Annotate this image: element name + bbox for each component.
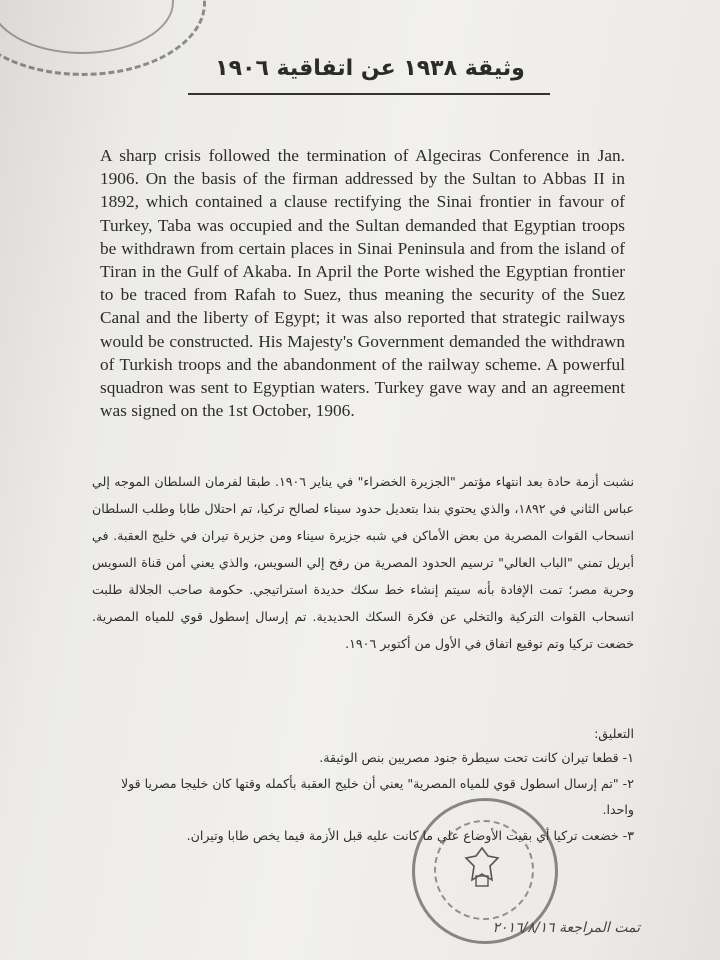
comment-section: [92, 726, 634, 849]
comment-heading: التعليق:: [594, 726, 634, 741]
handwritten-signature: تمت المراجعة ٢٠١٦/٨/١٦: [492, 920, 640, 936]
comment-item: ١- قطعا تيران كانت تحت سيطرة جنود مصريين بنص الوثيقة.: [319, 750, 634, 765]
comment-item: ٢- "تم إرسال اسطول قوي للمياه المصرية" يعني أن خليج العقبة بأكمله وقتها كان خليجا مصريا قولا واحدا.: [120, 776, 634, 817]
arabic-translation-paragraph: نشبت أزمة حادة بعد انتهاء مؤتمر "الجزيرة الخضراء" في يناير ١٩٠٦. طبقا لفرمان السلطان الموجه إلي عباس الثاني في ١٨٩٢، والذي يحتوي بندا بتعديل حدود سيناء لصالح تركيا، تم احتلال طابا وطلب السلطان انسحاب القوات المصرية من بعض الأماكن في شبه جزيرة سيناء ومن جزيرة تيران في خليج العقبة. في أبريل تمني "الباب العالي" ترسيم الحدود المصرية من رفح إلي السويس، والذي يعني أمن قناة السويس وحرية مصر؛ تمت الإفادة بأنه سيتم إنشاء خط سكك حديدة استراتيجي. حكومة صاحب الجلالة طلبت انسحاب القوات التركية والتخلي عن فكرة السكك الحديدية. تم إرسال إسطول قوي للمياه المصرية. خضعت تركيا وتم توقيع اتفاق في الأول من أكتوبر ١٩٠٦.: [92, 474, 634, 651]
english-paragraph: A sharp crisis followed the termination of Algeciras Conference in Jan. 1906. On the basis of the firman addressed by the Sultan to Abbas II in 1892, which contained a clause rectifying the Sinai frontier in favour of Turkey, Taba was occupied and the Sultan demanded that Egyptian troops be withdrawn from certain places in Sinai Peninsula and from the island of Tiran in the Gulf of Akaba. In April the Porte wished the Egyptian frontier to be traced from Rafah to Suez, thus meaning the security of the Suez Canal and the liberty of Egypt; it was also reported that strategic railways would be constructed. His Majesty's Government demanded the withdrawn of Turkish troops and the abandonment of the railway scheme. A powerful squadron was sent to Egyptian waters. Turkey gave way and an agreement was signed on the 1st October, 1906.: [100, 146, 625, 421]
eagle-emblem-icon: [464, 846, 500, 890]
title-underline: [188, 93, 550, 95]
document-title: وثيقة ١٩٣٨ عن اتفاقية ١٩٠٦: [215, 56, 525, 81]
comment-item: ٣- خضعت تركيا أي بقيت الأوضاع علي ما كانت عليه قبل الأزمة فيما يخص طابا وتيران.: [186, 828, 634, 843]
